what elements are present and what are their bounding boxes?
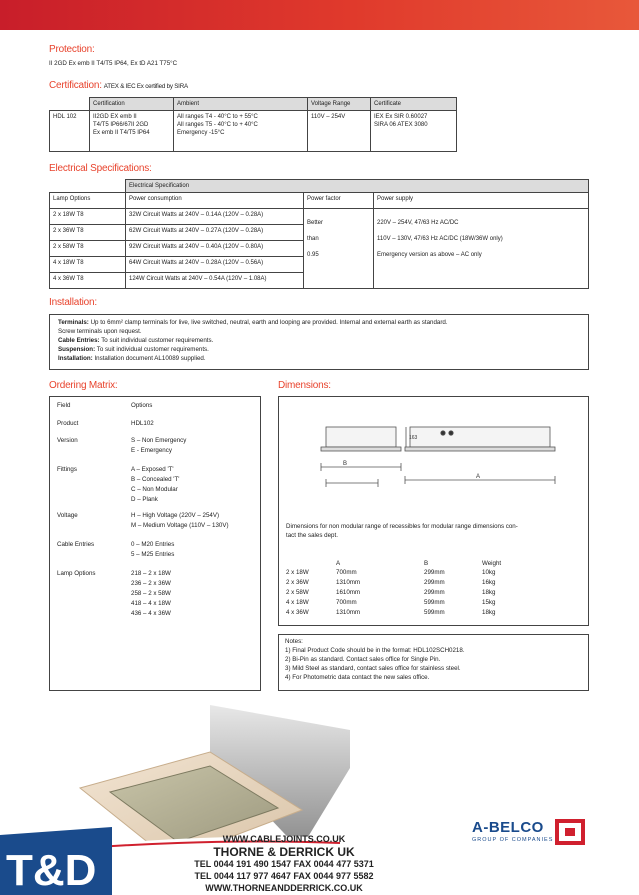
footer-web1: WWW.CABLEJOINTS.CO.UK (222, 834, 346, 844)
footer-web2: WWW.THORNEANDDERRICK.CO.UK (205, 883, 363, 893)
dim-b: 599mm (424, 599, 445, 606)
ambient-line: All ranges T5 - 40°C to + 40°C (177, 122, 258, 129)
elec-power: 92W Circuit Watts at 240V – 0.40A (120V – 0.80A) (126, 241, 304, 257)
footer-tel2: TEL 0044 117 977 4647 FAX 0044 977 5582 (194, 871, 374, 881)
installation-text: To suit individual customer requirements. (99, 336, 214, 344)
ordering-option: 0 – M20 Entries (131, 541, 175, 548)
elec-lamp: 2 x 58W T8 (50, 241, 126, 257)
installation-text: To suit individual customer requirements. (95, 345, 209, 353)
installation-label: Terminals: (58, 319, 89, 326)
elec-power: 64W Circuit Watts at 240V – 0.28A (120V – 0.56A) (126, 257, 304, 273)
elec-header-lamp: Lamp Options (50, 193, 126, 209)
installation-line (58, 319, 580, 328)
dim-b: 299mm (424, 579, 445, 586)
supply-line: 220V – 254V, 47/63 Hz AC/DC (377, 220, 459, 227)
cert-header-voltage: Voltage Range (308, 98, 371, 111)
ordering-option: C – Non Modular (131, 486, 178, 493)
elec-lamp: 4 x 18W T8 (50, 257, 126, 273)
installation-heading: Installation: (49, 297, 97, 308)
elec-corner-cell (50, 180, 126, 193)
notes-item: 4) For Photometric data contact the new sales office. (285, 673, 430, 681)
installation-text: Screw terminals upon request. (58, 327, 142, 335)
cert-line: Ex emb II T4/T5 IP64 (93, 130, 150, 137)
cert-cert-cell (90, 111, 174, 152)
ambient-line: Emergency -15°C (177, 130, 225, 137)
dim-b: 299mm (424, 589, 445, 596)
dim-a: 1310mm (336, 579, 361, 586)
td-logo (0, 825, 112, 895)
dim-lamp: 2 x 36W (286, 579, 309, 586)
installation-box (49, 314, 589, 370)
certificate-line: IEX Ex SIR 0.60027 (374, 114, 428, 121)
factor-line: 0.95 (307, 252, 319, 259)
elec-header-power: Power consumption (126, 193, 304, 209)
supply-line: Emergency version as above – AC only (377, 252, 482, 259)
ordering-option: HDL102 (131, 420, 154, 427)
cert-header-certification: Certification (90, 98, 174, 111)
ordering-heading: Ordering Matrix: (49, 380, 118, 391)
installation-label: Suspension: (58, 345, 96, 353)
elec-title: Electrical Specification (126, 180, 589, 193)
dimensions-note-line: tact the sales dept. (286, 532, 338, 539)
footer-tel1: TEL 0044 191 490 1547 FAX 0044 477 5371 (194, 859, 374, 869)
dim-b: 599mm (424, 609, 445, 616)
dim-lamp: 4 x 18W (286, 599, 309, 606)
dim-lamp: 4 x 36W (286, 609, 309, 616)
dim-lamp: 2 x 58W (286, 589, 309, 596)
notes-item: 1) Final Product Code should be in the format: HDL102SCH0218. (285, 646, 465, 654)
ordering-option: M – Medium Voltage (110V – 130V) (131, 522, 229, 529)
dim-a: 700mm (336, 599, 357, 606)
factor-line: than (307, 236, 319, 243)
ordering-option: A – Exposed 'T' (131, 466, 174, 473)
ordering-option: 5 – M25 Entries (131, 551, 175, 558)
dim-w: 16kg (482, 579, 496, 586)
elec-factor-cell (304, 209, 374, 289)
certificate-line: SIRA 06 ATEX 3080 (374, 122, 428, 129)
ordering-option: D – Plank (131, 496, 158, 503)
dim-header-weight: Weight (482, 560, 502, 567)
abelco-mark (555, 817, 589, 847)
dim-a: 1310mm (336, 609, 361, 616)
ordering-option: 218 – 2 x 18W (131, 570, 171, 577)
installation-line (58, 328, 580, 337)
elec-power: 62W Circuit Watts at 240V – 0.27A (120V – 0.28A) (126, 225, 304, 241)
installation-line (58, 355, 580, 364)
cert-voltage: 110V – 254V (308, 111, 371, 152)
dim-w: 10kg (482, 569, 496, 576)
elec-power: 32W Circuit Watts at 240V – 0.14A (120V – 0.28A) (126, 209, 304, 225)
notes-title: Notes: (285, 638, 303, 645)
cert-model: HDL 102 (50, 111, 90, 152)
installation-line (58, 337, 580, 346)
ordering-option: B – Concealed 'T' (131, 476, 180, 483)
supply-line: 110V – 130V, 47/63 Hz AC/DC (18W/36W only) (377, 236, 503, 243)
dim-a: 1610mm (336, 589, 361, 596)
cert-header-certificate: Certificate (371, 98, 457, 111)
notes-item: 2) Bi-Pin as standard. Contact sales office for Single Pin. (285, 655, 441, 663)
cert-certificate-cell (371, 111, 457, 152)
top-banner (0, 0, 639, 30)
dimensions-note-line: Dimensions for non modular range of recessibles for modular range dimensions con- (286, 523, 518, 530)
dim-header-b: B (424, 560, 429, 567)
elec-header-supply: Power supply (374, 193, 589, 209)
dimensions-heading: Dimensions: (278, 380, 331, 391)
cert-header-ambient: Ambient (174, 98, 308, 111)
installation-label: Installation: (58, 354, 93, 362)
dim-a: 700mm (336, 569, 357, 576)
factor-line: Better (307, 220, 324, 227)
certification-heading-label: Certification: (49, 80, 102, 91)
elec-lamp: 2 x 18W T8 (50, 209, 126, 225)
installation-line (58, 346, 580, 355)
elec-lamp: 4 x 36W T8 (50, 273, 126, 289)
elec-header-factor: Power factor (304, 193, 374, 209)
protection-text: II 2GD Ex emb II T4/T5 IP64, Ex tD A21 T75°C (49, 60, 178, 67)
ordering-field: Cable Entries (57, 541, 95, 548)
dim-lamp: 2 x 18W (286, 569, 309, 576)
ordering-options-header: Options (131, 402, 153, 409)
dim-w: 15kg (482, 599, 496, 606)
cert-line: T4/T5 IP66/67II 2GD (93, 122, 149, 129)
ordering-field-header: Field (57, 402, 71, 409)
elec-lamp: 2 x 36W T8 (50, 225, 126, 241)
elec-supply-cell (374, 209, 589, 289)
elec-power: 124W Circuit Watts at 240V – 0.54A (120V – 1.08A) (126, 273, 304, 289)
cert-line: II2GD EX emb II (93, 114, 137, 121)
protection-heading: Protection: (49, 44, 95, 55)
ordering-option: E - Emergency (131, 447, 172, 454)
ordering-option: 418 – 4 x 18W (131, 600, 171, 607)
installation-text: Installation document AL10089 supplied. (92, 354, 206, 362)
certification-subtext: ATEX & IEC Ex certified by SIRA (103, 83, 188, 90)
dimension-label-h: 163 (409, 435, 418, 441)
abelco-logo-text: A-BELCO (472, 819, 544, 836)
notes-box (278, 634, 589, 691)
cert-corner-cell (50, 98, 90, 111)
ordering-option: 258 – 2 x 58W (131, 590, 171, 597)
dimension-label-a: A (476, 474, 481, 480)
ordering-field: Fittings (57, 466, 77, 473)
abelco-subtext: GROUP OF COMPANIES (472, 837, 554, 843)
ordering-option: H – High Voltage (220V – 254V) (131, 512, 220, 519)
ordering-option: S – Non Emergency (131, 437, 187, 444)
ambient-line: All ranges T4 - 40°C to + 55°C (177, 114, 258, 121)
ordering-field: Lamp Options (57, 570, 96, 577)
electrical-table (49, 179, 589, 289)
dim-w: 18kg (482, 609, 496, 616)
dim-header-a: A (336, 560, 341, 567)
ordering-field: Voltage (57, 512, 78, 519)
electrical-heading: Electrical Specifications: (49, 163, 152, 174)
footer-company: THORNE & DERRICK UK (213, 845, 355, 859)
ordering-field: Version (57, 437, 78, 444)
footer (0, 819, 639, 895)
td-logo-text: T&D (6, 846, 97, 895)
certification-table (49, 97, 457, 152)
installation-label: Cable Entries: (58, 336, 100, 344)
dimension-drawing (318, 405, 558, 500)
dim-b: 299mm (424, 569, 445, 576)
ordering-option: 436 – 4 x 36W (131, 610, 171, 617)
notes-item: 3) Mild Steel as standard, contact sales office for stainless steel. (285, 664, 461, 672)
dimension-label-b: B (343, 461, 348, 467)
cert-ambient-cell (174, 111, 308, 152)
ordering-option: 236 – 2 x 36W (131, 580, 171, 587)
installation-text: Up to 6mm² clamp terminals for live, live switched, neutral, earth and looping are provided. Internal and external earth as standard. (88, 319, 448, 326)
dim-w: 18kg (482, 589, 496, 596)
certification-heading (49, 80, 188, 91)
ordering-field: Product (57, 420, 79, 427)
